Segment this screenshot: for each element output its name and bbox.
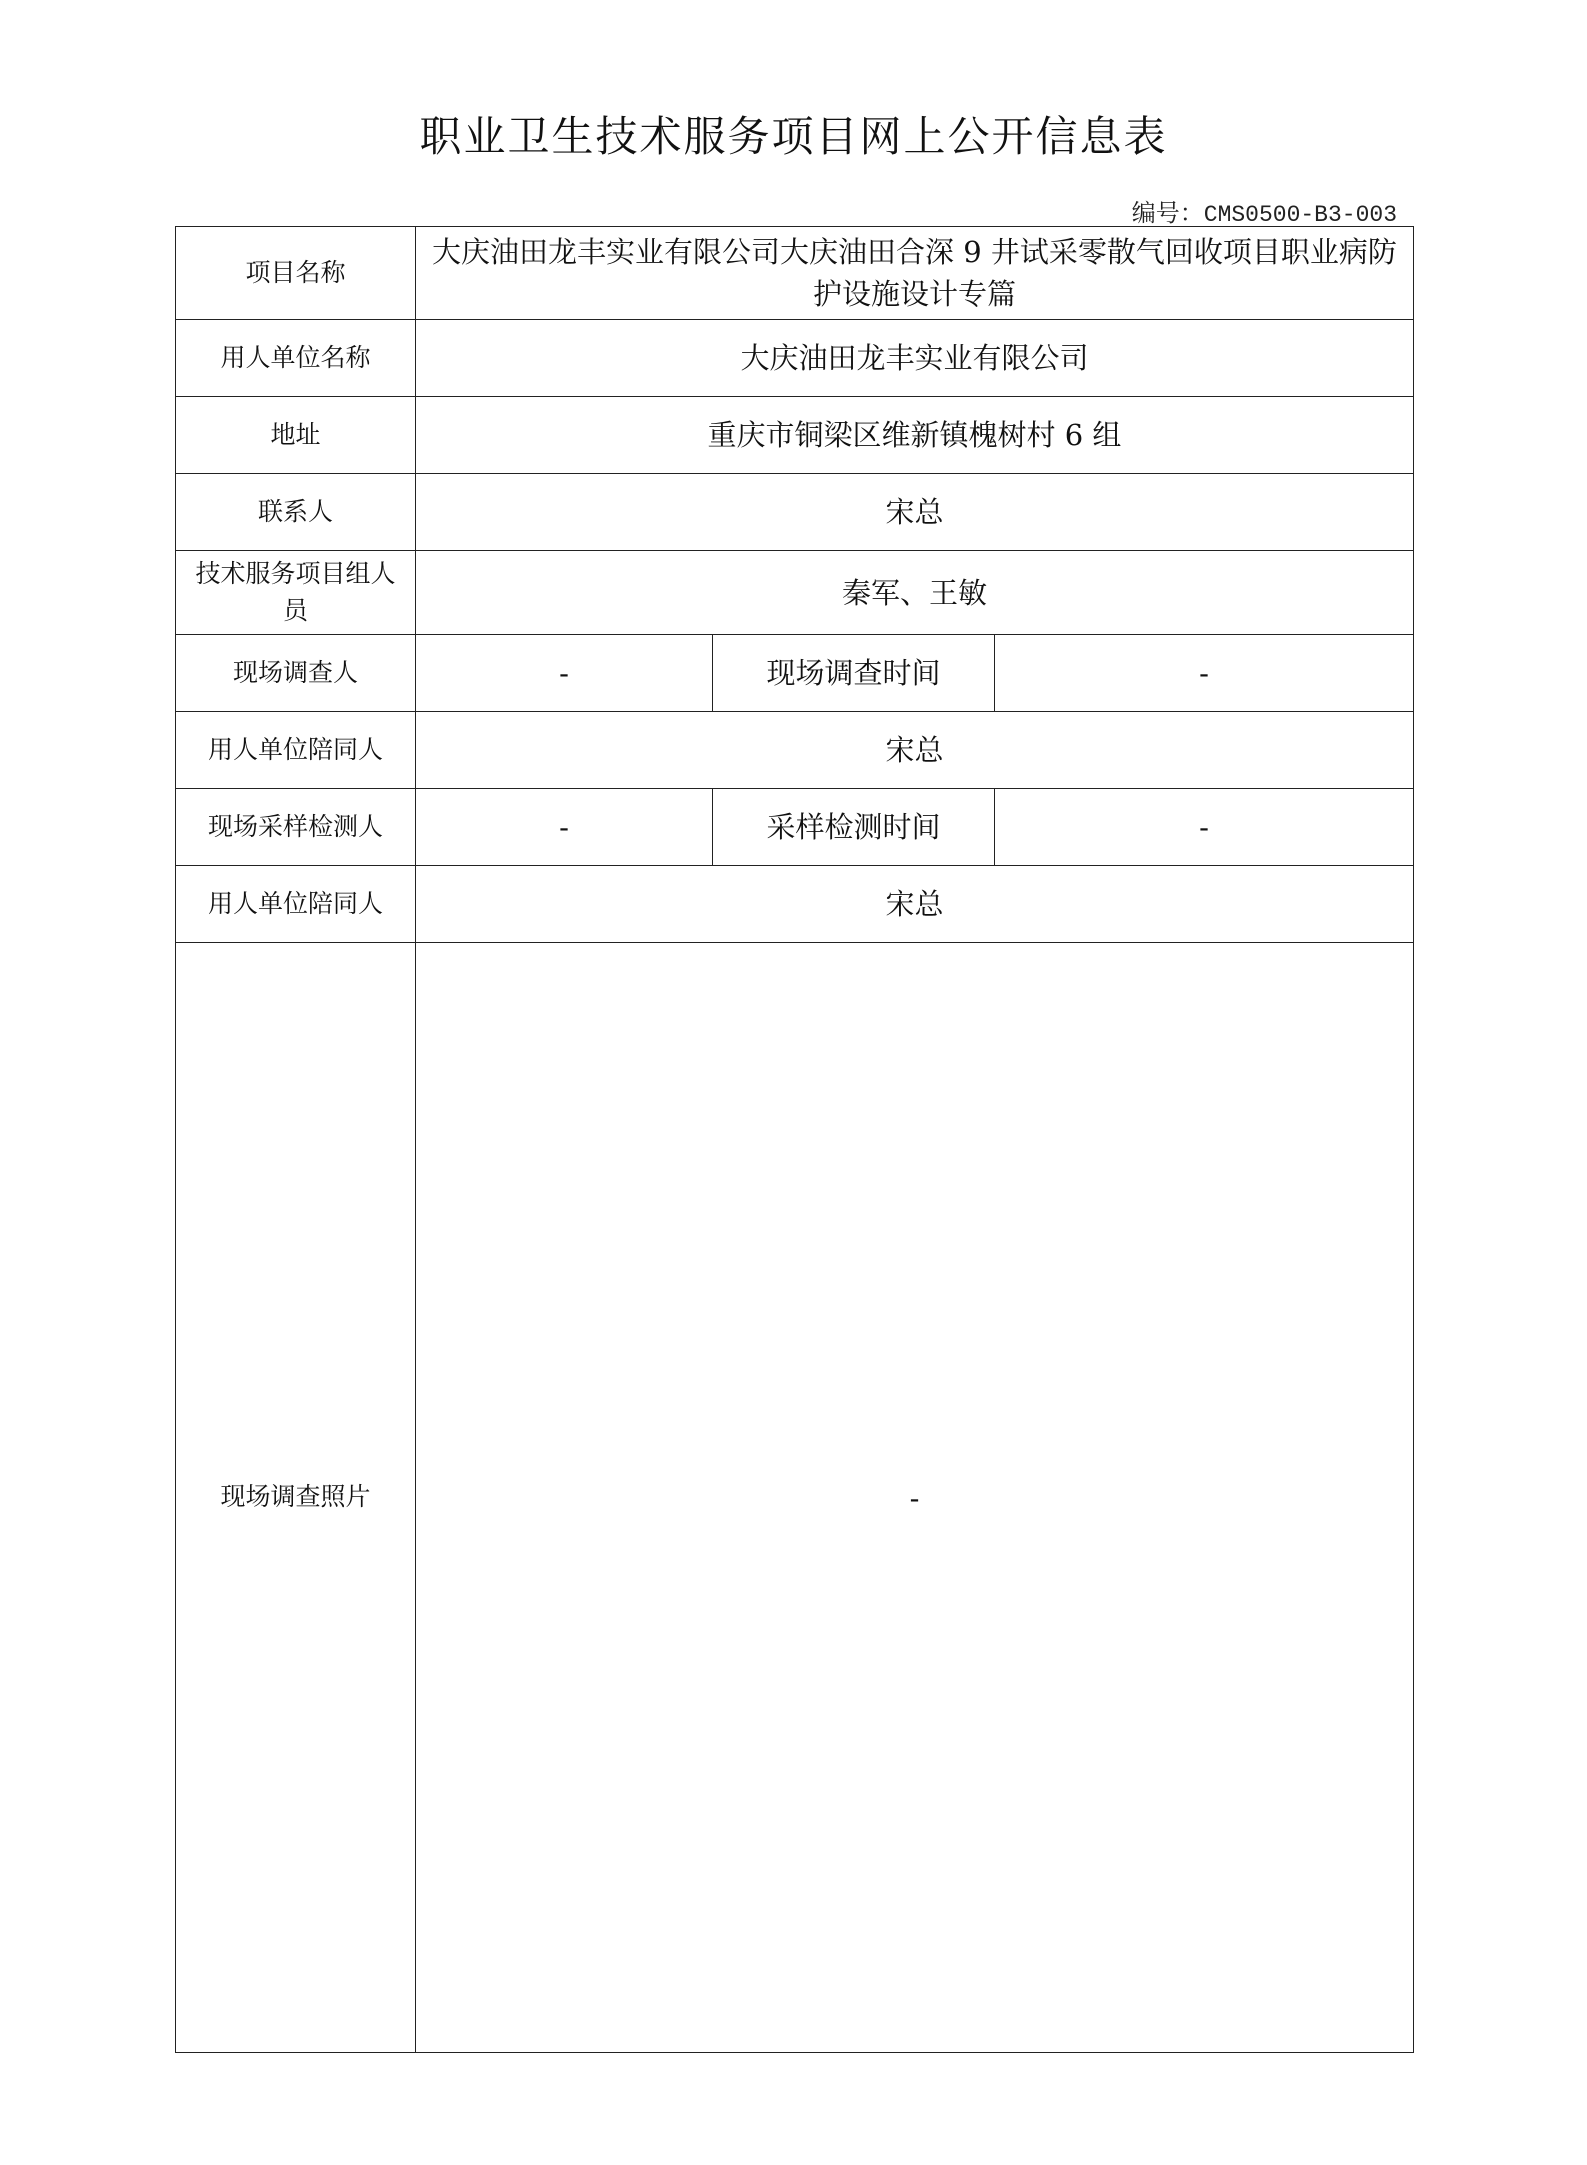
document-number [1132, 193, 1397, 228]
row-employer-name [176, 320, 1414, 397]
contact-value: 宋总 [416, 474, 1414, 551]
row-team-members [176, 551, 1414, 635]
accompanying-person-value: 宋总 [416, 712, 1414, 789]
site-investigator-value: - [416, 635, 713, 712]
team-members-value: 秦军、王敏 [416, 551, 1414, 635]
document-number-value: CMS0500-B3-003 [1203, 202, 1397, 228]
employer-name-value: 大庆油田龙丰实业有限公司 [416, 320, 1414, 397]
contact-label: 联系人 [176, 474, 416, 551]
project-name-value: 大庆油田龙丰实业有限公司大庆油田合深 9 井试采零散气回收项目职业病防护设施设计专篇 [416, 227, 1414, 320]
sampler-value: - [416, 789, 713, 866]
row-site-investigator [176, 635, 1414, 712]
row-contact [176, 474, 1414, 551]
sampling-time-label: 采样检测时间 [713, 789, 995, 866]
row-accompanying-1 [176, 712, 1414, 789]
site-photos-label: 现场调查照片 [176, 943, 416, 2053]
address-label: 地址 [176, 397, 416, 474]
document-number-label: 编号： [1131, 199, 1204, 227]
accompanying-person-label-2: 用人单位陪同人 [176, 866, 416, 943]
row-sampler [176, 789, 1414, 866]
row-address [176, 397, 1414, 474]
project-name-label: 项目名称 [176, 227, 416, 320]
row-site-photos [176, 943, 1414, 2053]
site-photos-value: - [416, 943, 1414, 2053]
site-investigation-time-label: 现场调查时间 [713, 635, 995, 712]
row-accompanying-2 [176, 866, 1414, 943]
site-investigation-time-value: - [995, 635, 1414, 712]
address-value: 重庆市铜梁区维新镇槐树村 6 组 [416, 397, 1414, 474]
accompanying-person-value-2: 宋总 [416, 866, 1414, 943]
page-title: 职业卫生技术服务项目网上公开信息表 [419, 112, 1168, 161]
accompanying-person-label: 用人单位陪同人 [176, 712, 416, 789]
sampler-label: 现场采样检测人 [176, 789, 416, 866]
info-table [175, 226, 1414, 2053]
site-investigator-label: 现场调查人 [176, 635, 416, 712]
row-project-name [176, 227, 1414, 320]
employer-name-label: 用人单位名称 [176, 320, 416, 397]
sampling-time-value: - [995, 789, 1414, 866]
team-members-label: 技术服务项目组人员 [176, 551, 416, 635]
